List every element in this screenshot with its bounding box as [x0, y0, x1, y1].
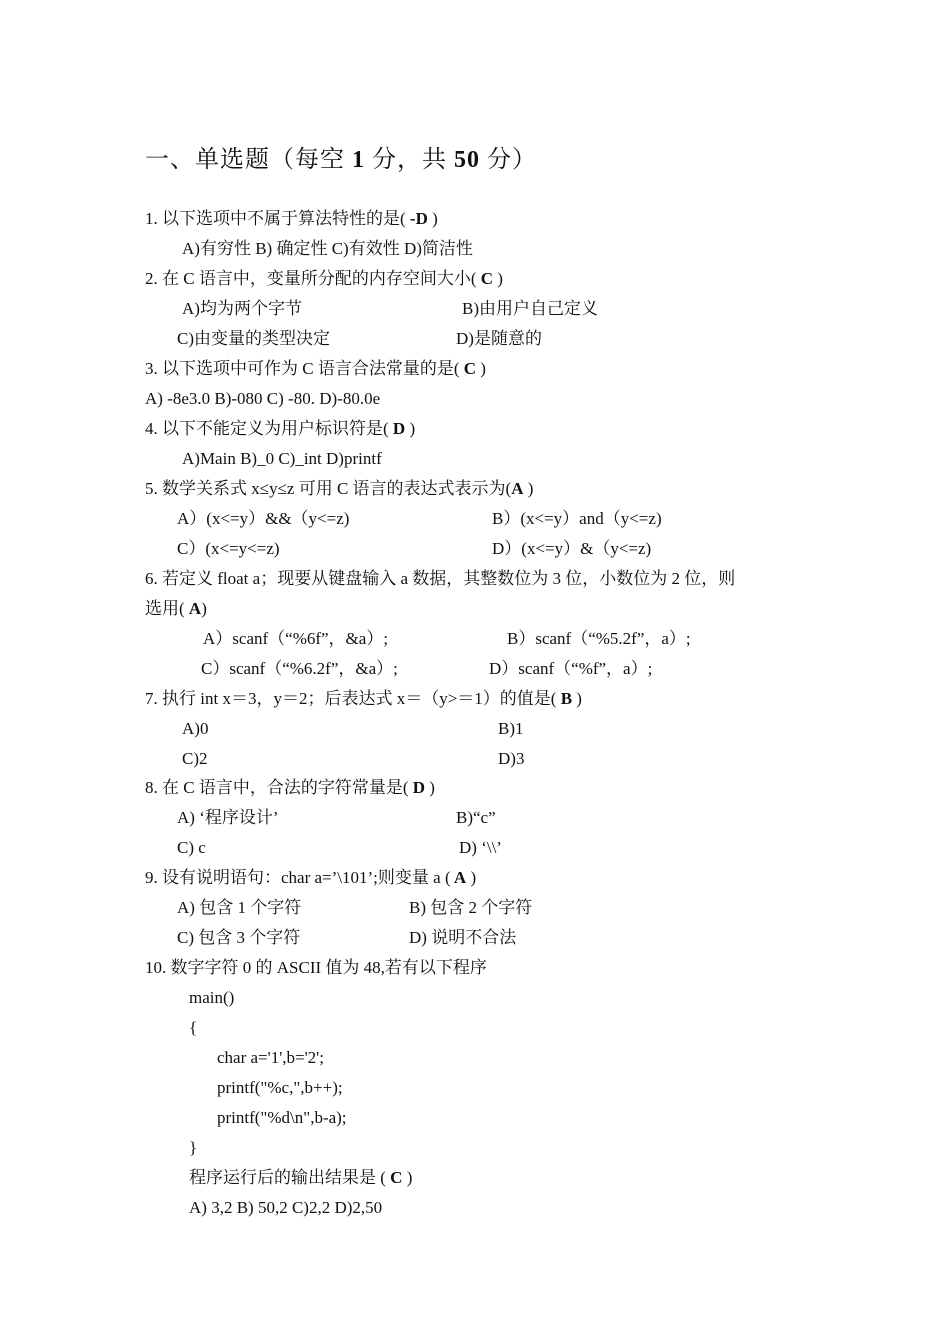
question-7-stem: 7. 执行 int x＝3，y＝2；后表达式 x＝（y>＝1）的值是( B )	[145, 689, 582, 708]
question-4-options: A)Main B)_0 C)_int D)printf	[182, 449, 382, 468]
question-6-option-a: A）scanf（“%6f”，&a）;	[203, 629, 389, 648]
question-8-stem: 8. 在 C 语言中，合法的字符常量是( D )	[145, 778, 435, 797]
question-9-option-c: C) 包含 3 个字符	[177, 928, 301, 947]
question-5-option-c: C）(x<=y<=z)	[177, 539, 280, 558]
question-8-option-b: B)“c”	[456, 808, 496, 827]
question-6-option-b: B）scanf（“%5.2f”，a）;	[507, 629, 691, 648]
question-7-option-d: D)3	[498, 749, 525, 768]
code-line-3: char a='1',b='2';	[217, 1048, 324, 1067]
question-2-option-c: C)由变量的类型决定	[177, 329, 330, 348]
question-7-option-a: A)0	[182, 719, 209, 738]
question-1-options: A)有穷性 B) 确定性 C)有效性 D)简洁性	[182, 239, 473, 258]
question-2-option-a: A)均为两个字节	[182, 299, 302, 318]
question-5-option-d: D）(x<=y）&（y<=z)	[492, 539, 652, 558]
question-5-option-a: A）(x<=y）&&（y<=z)	[177, 509, 350, 528]
question-5-stem: 5. 数学关系式 x≤y≤z 可用 C 语言的表达式表示为(A )	[145, 479, 534, 498]
question-3-options: A) -8e3.0 B)-080 C) -80. D)-80.0e	[145, 389, 381, 408]
code-line-6: }	[189, 1138, 198, 1157]
question-8-option-a: A) ‘程序设计’	[177, 808, 279, 827]
code-line-2: {	[189, 1018, 198, 1037]
question-8-option-d: D) ‘\\’	[459, 838, 502, 857]
question-9-stem: 9. 设有说明语句：char a=’\101’;则变量 a ( A )	[145, 868, 477, 887]
question-6-stem-continued: 选用( A)	[145, 599, 207, 618]
code-line-4: printf("%c,",b++);	[217, 1078, 343, 1097]
question-10-options: A) 3,2 B) 50,2 C)2,2 D)2,50	[189, 1198, 383, 1217]
question-2-stem: 2. 在 C 语言中，变量所分配的内存空间大小( C )	[145, 269, 503, 288]
question-10-result-prompt: 程序运行后的输出结果是 ( C )	[189, 1168, 413, 1187]
question-5-option-b: B）(x<=y）and（y<=z)	[492, 509, 662, 528]
question-6-option-c: C）scanf（“%6.2f”，&a）;	[201, 659, 398, 678]
section-title: 一、单选题（每空 1 分，共 50 分）	[145, 147, 537, 173]
question-7-option-c: C)2	[182, 749, 208, 768]
question-8-option-c: C) c	[177, 838, 206, 857]
question-4-stem: 4. 以下不能定义为用户标识符是( D )	[145, 419, 416, 438]
code-line-5: printf("%d\n",b-a);	[217, 1108, 347, 1127]
question-2-option-b: B)由用户自己定义	[462, 299, 598, 318]
question-9-option-d: D) 说明不合法	[409, 928, 517, 947]
question-6-stem: 6. 若定义 float a；现要从键盘输入 a 数据，其整数位为 3 位，小数位为 2 位，则	[145, 569, 736, 588]
question-7-option-b: B)1	[498, 719, 524, 738]
question-1-stem: 1. 以下选项中不属于算法特性的是( -D )	[145, 209, 438, 228]
question-9-option-a: A) 包含 1 个字符	[177, 898, 302, 917]
question-10-stem: 10. 数字字符 0 的 ASCII 值为 48,若有以下程序	[145, 958, 487, 977]
question-6-option-d: D）scanf（“%f”，a）;	[489, 659, 653, 678]
question-9-option-b: B) 包含 2 个字符	[409, 898, 533, 917]
question-2-option-d: D)是随意的	[456, 329, 542, 348]
code-line-1: main()	[189, 988, 235, 1007]
question-3-stem: 3. 以下选项中可作为 C 语言合法常量的是( C )	[145, 359, 486, 378]
